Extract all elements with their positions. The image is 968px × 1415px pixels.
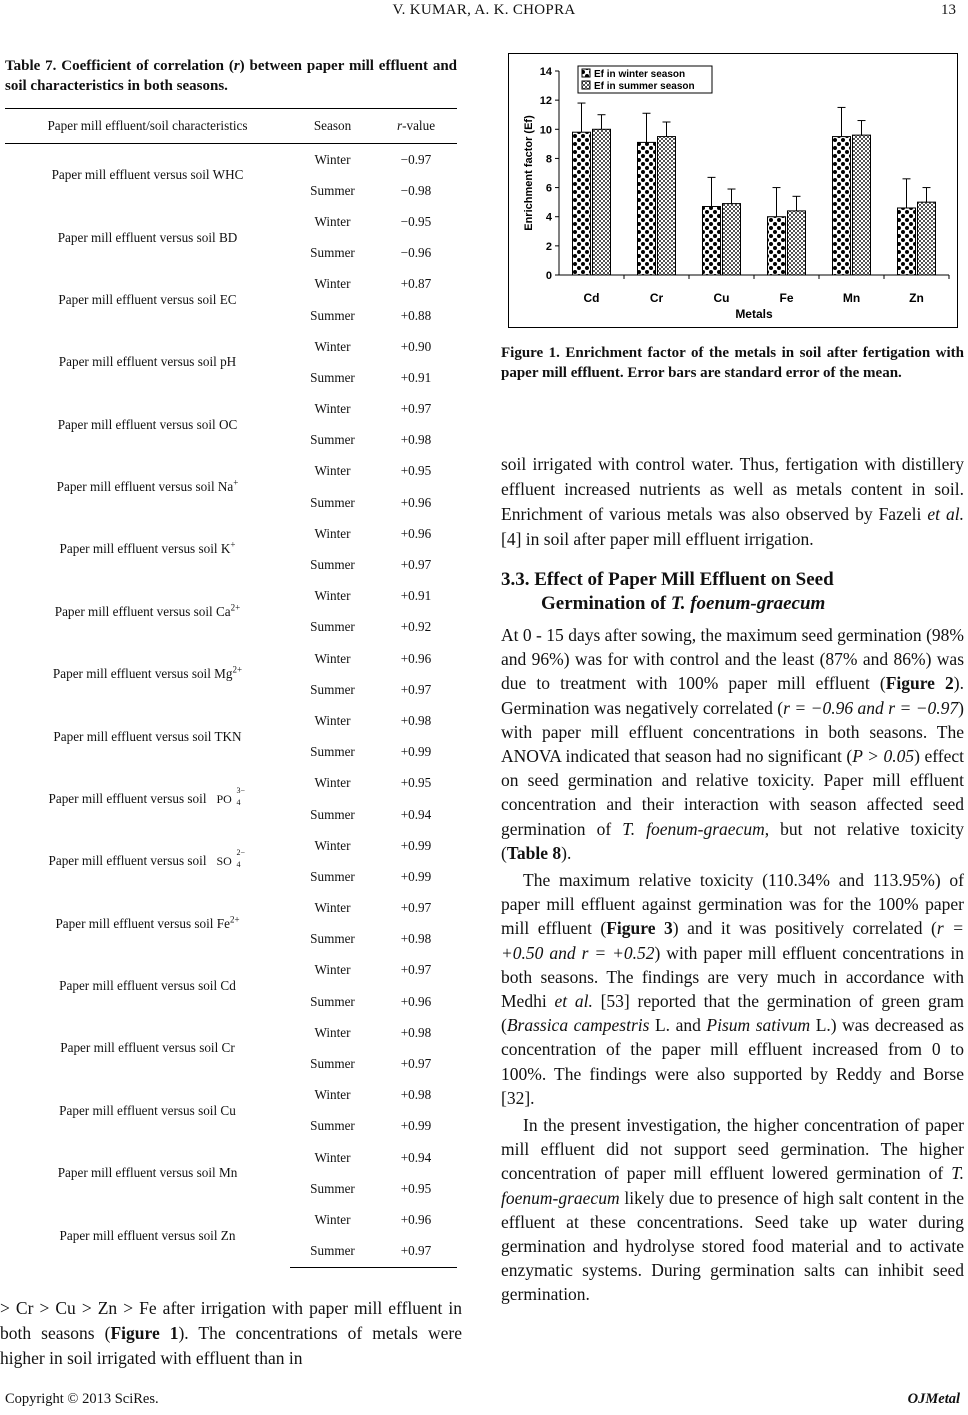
r-value-cell: −0.96 <box>400 245 432 261</box>
season-cell: Winter <box>314 463 351 479</box>
r-value-cell: +0.96 <box>400 650 432 666</box>
y-tick-label: 6 <box>545 182 552 195</box>
page-number: 13 <box>941 2 956 18</box>
figure-1-chart <box>508 53 958 328</box>
table-row <box>5 144 457 176</box>
r-value-cell: −0.95 <box>400 213 432 229</box>
footer-copyright: Copyright © 2013 SciRes. <box>5 1391 159 1407</box>
row-label: Paper mill effluent versus soil pH <box>58 354 237 370</box>
season-cell: Winter <box>314 401 351 417</box>
row-label: Paper mill effluent versus soil SO 2− 4 <box>48 848 245 870</box>
table-body <box>5 144 457 1268</box>
table-row <box>5 206 457 237</box>
season-cell: Summer <box>310 307 355 323</box>
row-label: Paper mill effluent versus soil Cu <box>59 1102 236 1118</box>
r-value-cell: +0.98 <box>400 931 432 947</box>
season-cell: Winter <box>314 588 351 604</box>
y-tick-label: 0 <box>545 270 552 282</box>
r-value-cell: +0.97 <box>375 1236 457 1268</box>
bar-summer <box>918 202 936 275</box>
r-value-cell: +0.92 <box>400 619 432 635</box>
row-label: Paper mill effluent versus soil $Fe^{2+}$ <box>55 914 240 931</box>
r-value-cell: +0.97 <box>400 681 432 697</box>
season-cell: Winter <box>314 900 351 916</box>
paragraph-2: At 0 - 15 days after sowing, the maximum seed germination (98% and 96%) was for with control and the least (87% and 86%) was due to treatment with 100% paper mill effluent (Figure 2). Germination was negatively correlated (r = −0.96 and r = −0.97) with paper mill effluent concentrations in both seasons. The ANOVA indicated that season had no significant (P > 0.05) effect on seed germination and relative toxicity. Paper mill effluent concentration and their interaction with season affected seed germination of T. foenum-graecum, but not relative toxicity (Table 8). <box>501 625 964 863</box>
row-label: Paper mill effluent versus soil $Ca^{2+}$ <box>54 602 241 619</box>
r-value-cell: +0.94 <box>400 1149 432 1165</box>
running-header <box>0 2 968 24</box>
r-value-cell: −0.98 <box>400 182 432 198</box>
season-cell: Winter <box>314 775 351 791</box>
season-cell: Winter <box>314 213 351 229</box>
row-label: Paper mill effluent versus soil Mn <box>57 1165 238 1181</box>
bar-winter <box>768 217 786 275</box>
running-title: V. KUMAR, A. K. CHOPRA <box>392 2 576 18</box>
x-tick-label: Cu <box>713 291 730 305</box>
table-row <box>5 1017 457 1048</box>
season-cell: Winter <box>314 1149 351 1165</box>
figure-ref: Figure 1 <box>110 1323 179 1343</box>
section-body <box>501 623 964 1307</box>
table-row <box>5 394 457 425</box>
table-row <box>5 1080 457 1111</box>
r-value-cell: +0.95 <box>400 775 432 791</box>
r-value-cell: +0.97 <box>400 962 432 978</box>
table-row <box>5 768 457 799</box>
season-cell: Winter <box>314 1211 351 1227</box>
footer-journal: OJMetal <box>907 1391 960 1407</box>
y-tick-label: 12 <box>539 95 552 108</box>
left-column-text: > Cr > Cu > Zn > Fe after irrigation with paper mill effluent in both seasons (Figure 1). The concentrations of metals were higher in soil irrigated with effluent than in <box>0 1298 462 1368</box>
row-label: Paper mill effluent versus soil $Mg^{2+}$ <box>52 664 243 682</box>
bar-summer <box>853 135 871 275</box>
bar-winter <box>638 142 656 275</box>
r-value-cell: +0.99 <box>400 837 432 853</box>
row-label: Paper mill effluent versus soil WHC <box>51 167 244 183</box>
paragraph-4: In the present investigation, the higher concentration of paper mill effluent did not support seed germination. The higher concentration of paper mill effluent lowered germination of T. foenum-graecum likely due to presence of high salt content in the effluent at these concentrations. Seed take up water during germination and hydrolyse stored food material and to activate enzymatic systems. During germination salts can inhibit seed germination. <box>501 1115 964 1305</box>
bar-summer <box>723 204 741 275</box>
legend-swatch <box>582 81 590 89</box>
paragraph-1: soil irrigated with control water. Thus, fertigation with distillery effluent increased nutrients as well as metals content in soil. Enrichment of various metals was also observed by Fazeli et al. [4] in soil after paper mill effluent irrigation. <box>501 454 964 549</box>
season-cell: Summer <box>310 1118 355 1134</box>
r-value-cell: +0.98 <box>400 1087 432 1103</box>
table-row <box>5 893 457 924</box>
r-value-cell: +0.96 <box>400 494 432 510</box>
x-tick-label: Mn <box>842 291 861 305</box>
r-value-cell: +0.87 <box>400 276 432 292</box>
table-row <box>5 643 457 674</box>
season-cell: Summer <box>310 744 355 760</box>
y-tick-label: 10 <box>539 124 552 137</box>
row-label: Paper mill effluent versus soil PO 3− 4 <box>48 785 245 807</box>
bar-summer <box>658 137 676 275</box>
table-row <box>5 269 457 300</box>
table-row <box>5 830 457 861</box>
season-cell: Summer <box>310 557 355 573</box>
r-value-cell: +0.96 <box>400 1211 432 1227</box>
bar-winter <box>573 132 591 275</box>
season-cell: Winter <box>314 1087 351 1103</box>
r-value-cell: +0.96 <box>400 993 432 1009</box>
r-value-cell: +0.97 <box>400 401 432 417</box>
season-cell: Summer <box>310 868 355 884</box>
paragraph-3: The maximum relative toxicity (110.34% and 113.95%) of paper mill effluent against germination was for the 100% paper mill effluent (Figure 3) and it was positively correlated (r = +0.50 and r = +0.52) with paper mill effluent concentrations in both seasons. The findings are very much in accordance with Medhi et al. [53] reported that the germination of green gram (Brassica campestris L. and Pisum sativum L.) was decreased as concentration of the paper mill effluent increased from 0 to 100%. The findings were also supported by Reddy and Borse [32]. <box>501 870 964 1108</box>
row-label: Paper mill effluent versus soil EC <box>58 291 237 307</box>
y-tick-label: 4 <box>545 211 552 224</box>
table-caption: Table 7. Coefficient of correlation (r) between paper mill effluent and soil characteristics in both seasons. <box>5 58 457 94</box>
r-value-cell: +0.91 <box>400 588 432 604</box>
bar-summer <box>788 211 806 275</box>
x-tick-label: Zn <box>909 291 924 305</box>
r-value-cell: +0.98 <box>400 432 432 448</box>
x-tick-label: Cd <box>583 291 600 305</box>
season-cell: Summer <box>310 993 355 1009</box>
season-cell: Winter <box>314 837 351 853</box>
x-axis-label: Metals <box>735 307 773 321</box>
r-value-cell: +0.94 <box>400 806 432 822</box>
table-row <box>5 1142 457 1173</box>
y-tick-label: 2 <box>545 240 552 253</box>
season-cell: Summer <box>310 619 355 635</box>
r-value-cell: +0.95 <box>400 1180 432 1196</box>
season-cell: Winter <box>314 338 351 354</box>
r-value-cell: +0.90 <box>400 338 432 354</box>
header-characteristics: Paper mill effluent/soil characteristics <box>5 109 290 144</box>
row-label: Paper mill effluent versus soil OC <box>57 416 238 432</box>
bar-winter <box>703 207 721 275</box>
season-cell: Summer <box>310 245 355 261</box>
season-cell: Winter <box>314 151 351 167</box>
season-cell: Summer <box>310 432 355 448</box>
bar-summer <box>593 129 611 275</box>
table-row <box>5 331 457 362</box>
figure-1-caption: Figure 1. Enrichment factor of the metals in soil after fertigation with paper mill effluent. Error bars are standard error of the mean. <box>501 345 964 381</box>
r-value-cell: +0.98 <box>400 1024 432 1040</box>
r-value-cell: +0.99 <box>400 1118 432 1134</box>
season-cell: Summer <box>310 494 355 510</box>
row-label: Paper mill effluent versus soil K+ <box>59 540 236 557</box>
table-row <box>5 1204 457 1235</box>
r-value-cell: +0.97 <box>400 900 432 916</box>
legend-label: Ef in summer season <box>594 81 695 92</box>
season-cell: Winter <box>314 1024 351 1040</box>
correlation-table <box>5 108 457 1268</box>
season-cell: Winter <box>314 525 351 541</box>
r-value-cell: +0.97 <box>400 1056 432 1072</box>
row-label: Paper mill effluent versus soil TKN <box>53 728 242 744</box>
x-tick-label: Fe <box>779 291 794 305</box>
row-label: Paper mill effluent versus soil Na+ <box>56 477 239 495</box>
season-cell: Summer <box>310 1180 355 1196</box>
x-tick-label: Cr <box>649 291 664 305</box>
season-cell: Summer <box>290 1236 375 1268</box>
y-axis-label: Enrichment factor (Ef) <box>523 115 535 231</box>
season-cell: Summer <box>310 806 355 822</box>
header-season: Season <box>290 109 375 144</box>
r-value-cell: +0.95 <box>400 463 432 479</box>
ion-formula: SO 2− 4 <box>216 848 245 870</box>
ion-formula: PO 3− 4 <box>216 785 245 807</box>
row-label: Paper mill effluent versus soil Cr <box>60 1040 235 1056</box>
bar-winter <box>833 137 851 275</box>
table-header-row <box>5 109 457 144</box>
season-cell: Summer <box>310 681 355 697</box>
r-value-cell: +0.99 <box>400 868 432 884</box>
row-label: Paper mill effluent versus soil Cd <box>59 978 236 994</box>
season-cell: Winter <box>314 276 351 292</box>
season-cell: Summer <box>310 182 355 198</box>
season-cell: Summer <box>310 1056 355 1072</box>
season-cell: Summer <box>310 369 355 385</box>
y-tick-label: 8 <box>545 153 552 166</box>
bar-chart <box>509 54 959 329</box>
section-heading: 3.3. Effect of Paper Mill Effluent on Seed Germination of T. foenum-graecum <box>501 569 834 614</box>
season-cell: Winter <box>314 962 351 978</box>
r-value-cell: −0.97 <box>400 151 432 167</box>
r-value-cell: +0.91 <box>400 369 432 385</box>
r-value-cell: +0.96 <box>400 525 432 541</box>
y-tick-label: 14 <box>539 66 552 78</box>
header-rvalue: r-value <box>375 109 457 144</box>
table-row <box>5 955 457 986</box>
table-row <box>5 581 457 612</box>
season-cell: Summer <box>310 931 355 947</box>
table-row <box>5 705 457 736</box>
bar-winter <box>898 208 916 275</box>
season-cell: Winter <box>314 712 351 728</box>
r-value-cell: +0.98 <box>400 712 432 728</box>
r-value-cell: +0.88 <box>400 307 432 323</box>
r-value-cell: +0.97 <box>400 557 432 573</box>
season-cell: Winter <box>314 650 351 666</box>
legend-label: Ef in winter season <box>594 69 686 80</box>
legend-swatch <box>582 69 590 77</box>
table-row <box>5 518 457 549</box>
row-label: Paper mill effluent versus soil BD <box>57 229 238 245</box>
row-label: Paper mill effluent versus soil Zn <box>59 1227 236 1243</box>
r-value-cell: +0.99 <box>400 744 432 760</box>
table-row <box>5 456 457 487</box>
